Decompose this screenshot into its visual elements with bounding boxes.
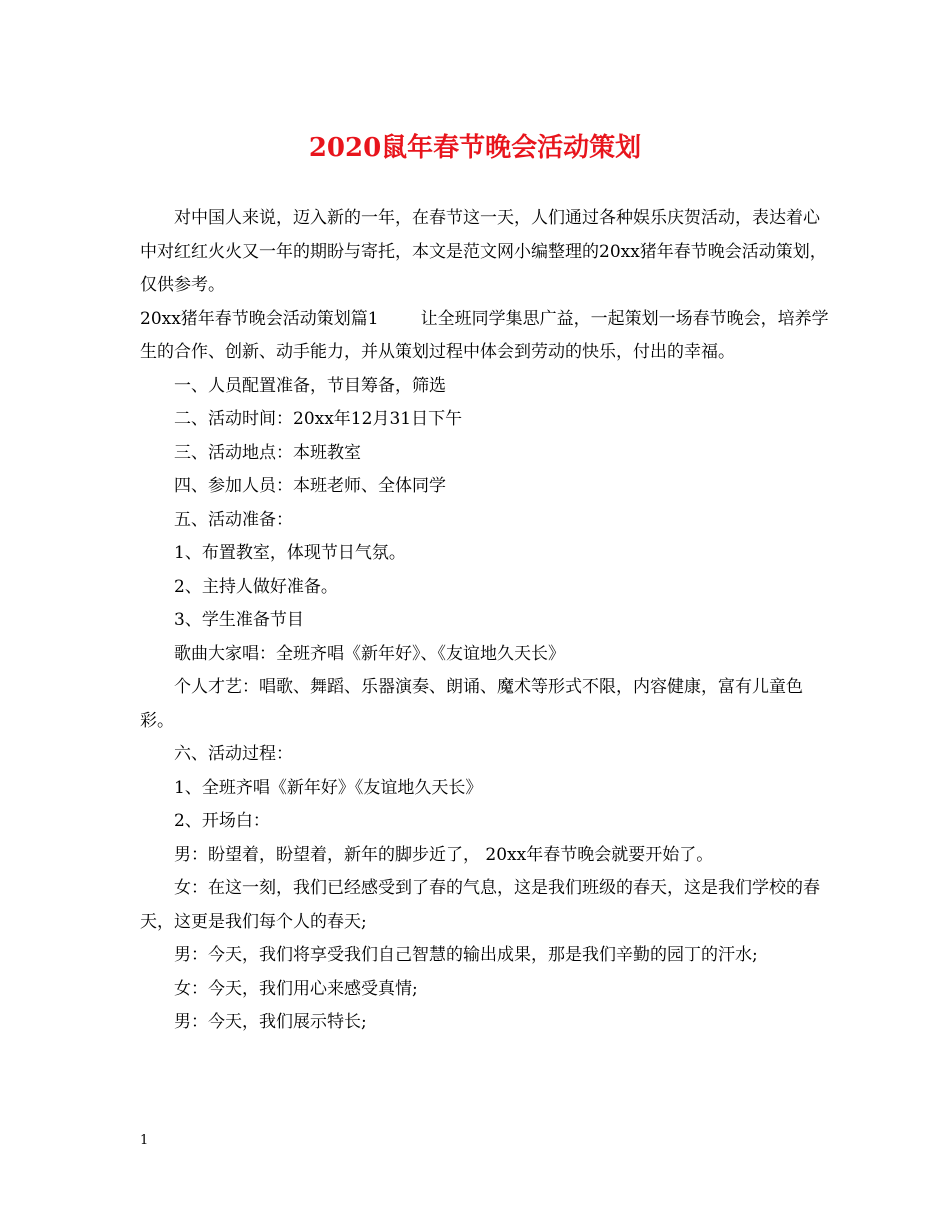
- dialogue-line: 女：今天，我们用心来感受真情;: [174, 978, 418, 999]
- list-item: 2、开场白：: [174, 811, 270, 831]
- document-title: 2020鼠年春节晚会活动策划: [308, 133, 642, 163]
- dialogue-line: 男：今天，我们将享受我们自己智慧的输出成果，那是我们辛勤的园丁的汗水;: [174, 945, 758, 965]
- document-body: [140, 202, 830, 1040]
- list-item: 1、全班齐唱《新年好》《友谊地久天长》: [174, 777, 483, 798]
- section-heading: 20xx猪年春节晚会活动策划篇1: [140, 308, 379, 329]
- list-item: 个人才艺：唱歌、舞蹈、乐器演奏、朗诵、魔术等形式不限，内容健康，富有儿童色彩。: [140, 677, 803, 731]
- list-item: 歌曲大家唱：全班齐唱《新年好》、《友谊地久天长》: [174, 643, 565, 664]
- list-item: 一、人员配置准备，节目筹备，筛选: [174, 375, 446, 396]
- list-item: 二、活动时间：20xx年12月31日下午: [174, 409, 463, 429]
- dialogue-line: 男：盼望着，盼望着，新年的脚步近了， 20xx年春节晚会就要开始了。: [174, 844, 714, 865]
- section-paragraph: [140, 303, 830, 370]
- dialogue-line: 男：今天，我们展示特长;: [174, 1012, 367, 1032]
- list-item: 四、参加人员：本班老师、全体同学: [174, 476, 446, 496]
- list-item: 1、布置教室，体现节日气氛。: [174, 543, 406, 563]
- intro-paragraph: 对中国人来说，迈入新的一年，在春节这一天，人们通过各种娱乐庆贺活动，表达着心中对红红火火又一年的期盼与寄托，本文是范文网小编整理的20xx猪年春节晚会活动策划，仅供参考。: [140, 208, 827, 295]
- dialogue-line: 女：在这一刻，我们已经感受到了春的气息，这是我们班级的春天，这是我们学校的春天，这更是我们每个人的春天;: [140, 878, 820, 932]
- list-item: 3、学生准备节目: [174, 610, 304, 630]
- list-item: 五、活动准备：: [174, 509, 293, 530]
- list-item: 六、活动过程：: [174, 744, 293, 764]
- section-text: 让全班同学集思广益，一起策划一场春节晚会，培养学生的合作、创新、动手能力，并从策划过程中体会到劳动的快乐，付出的幸福。: [140, 308, 829, 362]
- page-number: 1: [140, 1133, 149, 1148]
- list-item: 2、主持人做好准备。: [174, 576, 338, 597]
- list-item: 三、活动地点：本班教室: [174, 442, 361, 463]
